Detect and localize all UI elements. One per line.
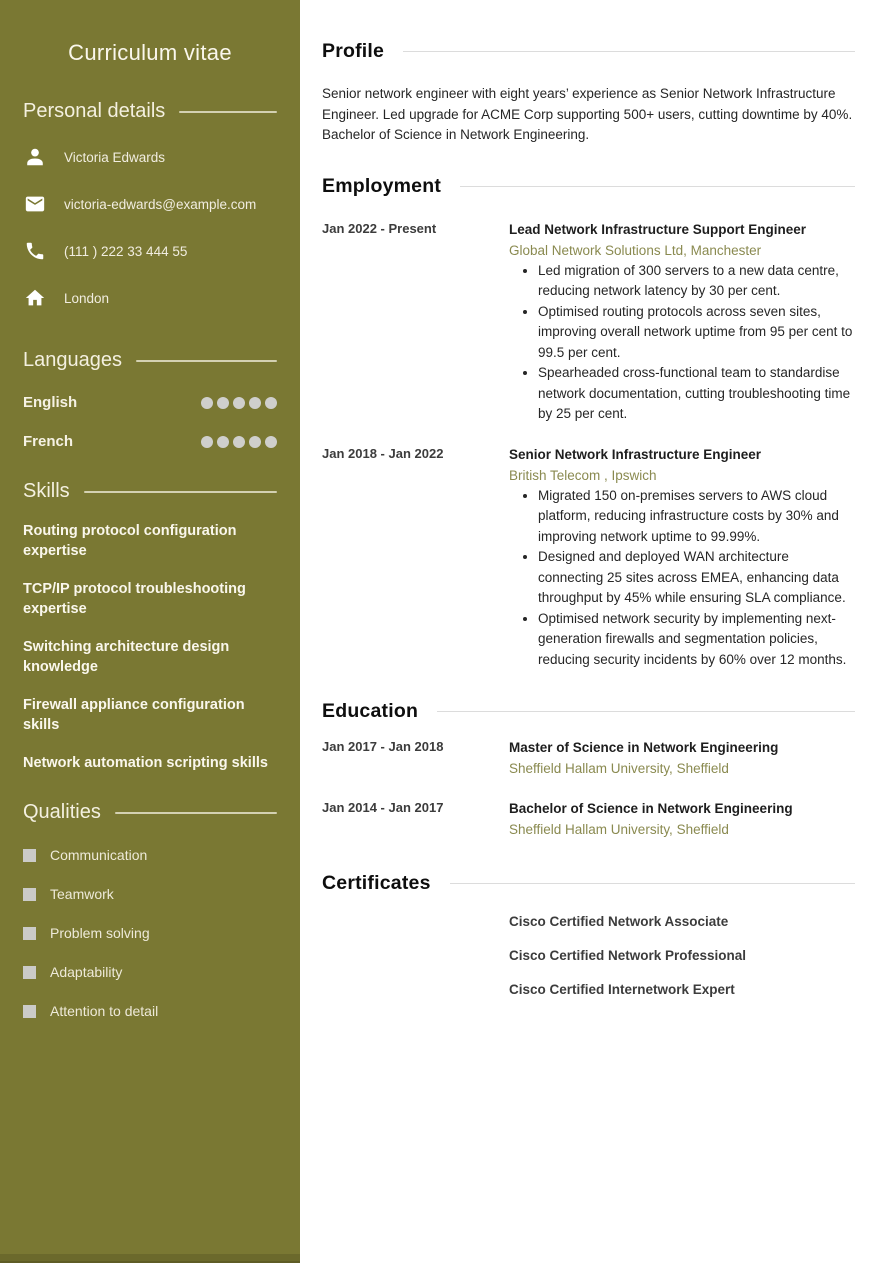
language-name: French <box>23 433 74 450</box>
heading-rule <box>450 883 855 884</box>
personal-details-heading <box>23 100 277 123</box>
square-bullet-icon <box>23 849 36 862</box>
job-company: Global Network Solutions Ltd, Manchester <box>509 242 762 258</box>
heading-rule <box>84 491 277 493</box>
quality-row <box>23 964 277 980</box>
contact-row-name <box>23 144 277 170</box>
quality-label: Teamwork <box>50 886 114 902</box>
email-icon <box>23 192 47 216</box>
certificate-entry <box>322 982 855 997</box>
quality-row <box>23 1003 277 1019</box>
employment-dates: Jan 2022 - Present <box>322 220 437 236</box>
home-icon <box>23 286 47 310</box>
skill-item: Firewall appliance configuration skills <box>23 697 245 733</box>
quality-label: Adaptability <box>50 964 123 980</box>
school-name: Sheffield Hallam University, Sheffield <box>509 822 729 837</box>
job-bullet: • Led migration of 300 servers to a new data centre, reducing network latency by 30 per cent. <box>538 261 855 302</box>
contact-row-address <box>23 285 277 311</box>
job-company: British Telecom , Ipswich <box>509 467 657 483</box>
profile-summary-text: Senior network engineer with eight years’ experience as Senior Network Infrastructure Engineer. Led upgrade for ACME Corp supporting 500+ users, cutting downtime by 40%. Bachelor of Science in Network Engineering. <box>322 86 853 142</box>
quality-row <box>23 847 277 863</box>
cv-title: Curriculum vitae <box>68 40 232 65</box>
contact-phone-text: (111 ) 222 33 444 55 <box>64 243 188 259</box>
level-dot <box>233 397 245 409</box>
qualities-heading-label: Qualities <box>23 801 101 823</box>
square-bullet-icon <box>23 927 36 940</box>
job-bullet-list <box>509 486 855 671</box>
contact-row-email <box>23 191 277 217</box>
job-bullet: • Migrated 150 on-premises servers to AWS cloud platform, reducing infrastructure costs by 30% and improving network uptime to 99.99%. <box>538 486 855 548</box>
education-details <box>509 799 855 840</box>
level-dot <box>201 436 213 448</box>
cv-main-content <box>300 0 893 1263</box>
job-bullet: • Spearheaded cross-functional team to standardise network documentation, cutting troubleshooting time by 25 per cent. <box>538 363 855 425</box>
profile-heading-label: Profile <box>322 40 385 62</box>
skill-item: Network automation scripting skills <box>23 755 268 771</box>
employment-dates: Jan 2018 - Jan 2022 <box>322 445 444 461</box>
education-heading-label: Education <box>322 700 419 722</box>
sidebar-bottom-edge <box>0 1254 300 1263</box>
quality-row <box>23 925 277 941</box>
language-level-dots <box>201 397 277 409</box>
skills-heading <box>23 480 277 503</box>
employment-details <box>509 445 855 671</box>
language-level-dots <box>201 436 277 448</box>
job-bullet: • Designed and deployed WAN architecture connecting 25 sites across EMEA, enhancing data throughput by 45% while ensuring SLA compliance. <box>538 547 855 609</box>
level-dot <box>233 436 245 448</box>
language-name: English <box>23 394 78 411</box>
heading-rule <box>179 111 277 113</box>
education-section-heading <box>322 700 855 723</box>
skills-heading-label: Skills <box>23 480 70 502</box>
heading-rule <box>115 812 277 814</box>
skill-item: Routing protocol configuration expertise <box>23 523 237 559</box>
level-dot <box>217 397 229 409</box>
level-dot <box>265 436 277 448</box>
certificate-name: Cisco Certified Network Professional <box>509 948 747 963</box>
certificate-name: Cisco Certified Network Associate <box>509 914 729 929</box>
sidebar <box>0 0 300 1263</box>
degree-title: Master of Science in Network Engineering <box>509 740 779 755</box>
quality-label: Communication <box>50 847 148 863</box>
certificates-heading-label: Certificates <box>322 872 431 894</box>
employment-entry <box>322 445 855 671</box>
profile-section-heading <box>322 40 855 63</box>
square-bullet-icon <box>23 966 36 979</box>
certificate-dates-empty <box>322 914 509 929</box>
square-bullet-icon <box>23 888 36 901</box>
heading-rule <box>136 360 277 362</box>
phone-icon <box>23 239 47 263</box>
quality-row <box>23 886 277 902</box>
certificate-dates-empty <box>322 948 509 963</box>
skill-item: Switching architecture design knowledge <box>23 639 230 675</box>
certificate-name: Cisco Certified Internetwork Expert <box>509 982 735 997</box>
education-details <box>509 738 855 779</box>
certificate-dates-empty <box>322 982 509 997</box>
employment-section-heading <box>322 175 855 198</box>
job-bullet: • Optimised network security by implementing next-generation firewalls and segmentation policies, reducing security incidents by 60% over 12 months. <box>538 609 855 671</box>
level-dot <box>217 436 229 448</box>
heading-rule <box>437 711 855 712</box>
qualities-heading <box>23 801 277 824</box>
certificate-entry <box>322 914 855 929</box>
quality-label: Attention to detail <box>50 1003 159 1019</box>
language-row-french <box>23 433 277 450</box>
level-dot <box>249 436 261 448</box>
contact-email-text: victoria-edwards@example.com <box>64 196 257 212</box>
education-dates: Jan 2014 - Jan 2017 <box>322 800 444 815</box>
languages-heading <box>23 349 277 372</box>
education-dates: Jan 2017 - Jan 2018 <box>322 739 444 754</box>
contact-name-text: Victoria Edwards <box>64 149 166 165</box>
languages-heading-label: Languages <box>23 349 122 371</box>
contact-address-text: London <box>64 290 110 306</box>
contact-row-phone <box>23 238 277 264</box>
job-title: Senior Network Infrastructure Engineer <box>509 446 762 462</box>
education-entry <box>322 799 855 840</box>
education-entry <box>322 738 855 779</box>
job-title: Lead Network Infrastructure Support Engineer <box>509 221 807 237</box>
level-dot <box>265 397 277 409</box>
job-bullet: • Optimised routing protocols across seven sites, improving overall network uptime from 95 per cent to 99.5 per cent. <box>538 302 855 364</box>
employment-heading-label: Employment <box>322 174 442 197</box>
degree-title: Bachelor of Science in Network Engineering <box>509 801 793 816</box>
school-name: Sheffield Hallam University, Sheffield <box>509 761 729 776</box>
level-dot <box>249 397 261 409</box>
skill-item: TCP/IP protocol troubleshooting expertise <box>23 581 246 617</box>
personal-details-heading-label: Personal details <box>23 100 166 122</box>
person-icon <box>23 145 47 169</box>
heading-rule <box>403 51 855 52</box>
certificate-entry <box>322 948 855 963</box>
square-bullet-icon <box>23 1005 36 1018</box>
language-row-english <box>23 394 277 411</box>
quality-label: Problem solving <box>50 925 150 941</box>
job-bullet-list <box>509 261 855 425</box>
employment-details <box>509 220 855 425</box>
level-dot <box>201 397 213 409</box>
employment-entry <box>322 220 855 425</box>
certificates-section-heading <box>322 872 855 895</box>
heading-rule <box>460 186 855 187</box>
